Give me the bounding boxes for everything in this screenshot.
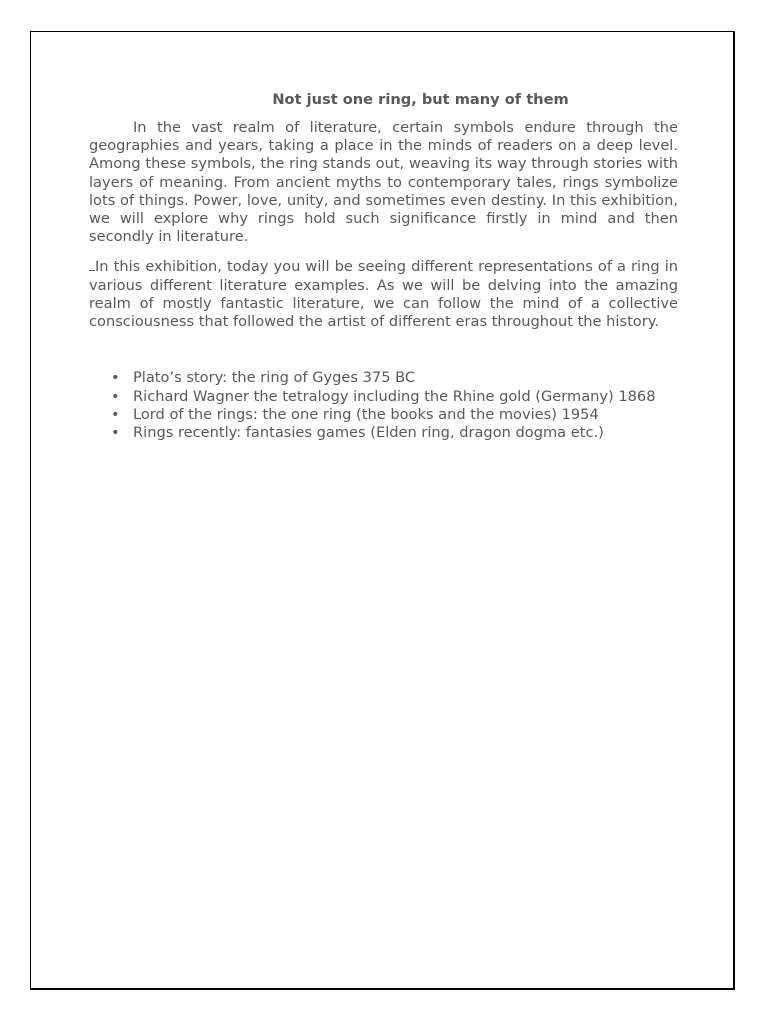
- list-item: [89, 406, 678, 424]
- list-item-text: Richard Wagner the tetralogy including the Rhine gold (Germany) 1868: [133, 387, 656, 405]
- document-body[interactable]: [89, 91, 678, 443]
- paragraph-intro: In the vast realm of literature, certain symbols endure through the geographies and years, taking a place in the minds of readers on a deep level. Among these symbols, the ring stands out, weaving its way through stories with layers of meaning. From ancient myths to contemporary tales, rings symbolize lots of things. Power, love, unity, and sometimes even destiny. In this exhibition, we will explore why rings hold such significance firstly in mind and then secondly in literature.: [89, 119, 678, 246]
- paragraph-exhibition-text: In this exhibition, today you will be seeing different representations of a ring in various different literature examples. As we will be delving into the amazing realm of mostly fantastic literature, we can follow the mind of a collective consciousness that followed the artist of different eras throughout the history.: [89, 258, 678, 331]
- bullet-list: [89, 369, 678, 443]
- list-item: [89, 424, 678, 442]
- bullet-icon: •: [111, 424, 120, 442]
- paragraph-exhibition: [89, 256, 678, 331]
- list-item-text: Plato’s story: the ring of Gyges 375 BC: [133, 369, 416, 387]
- list-item: [89, 388, 678, 406]
- list-item-text: Rings recently: fantasies games (Elden ring, dragon dogma etc.): [133, 424, 604, 442]
- bullet-icon: •: [111, 369, 120, 387]
- list-item: [89, 369, 678, 387]
- document-page: [30, 31, 735, 990]
- bullet-icon: •: [111, 387, 120, 405]
- document-title: Not just one ring, but many of them: [272, 91, 569, 108]
- list-item-text: Lord of the rings: the one ring (the books and the movies) 1954: [133, 406, 599, 424]
- bullet-icon: •: [111, 406, 120, 424]
